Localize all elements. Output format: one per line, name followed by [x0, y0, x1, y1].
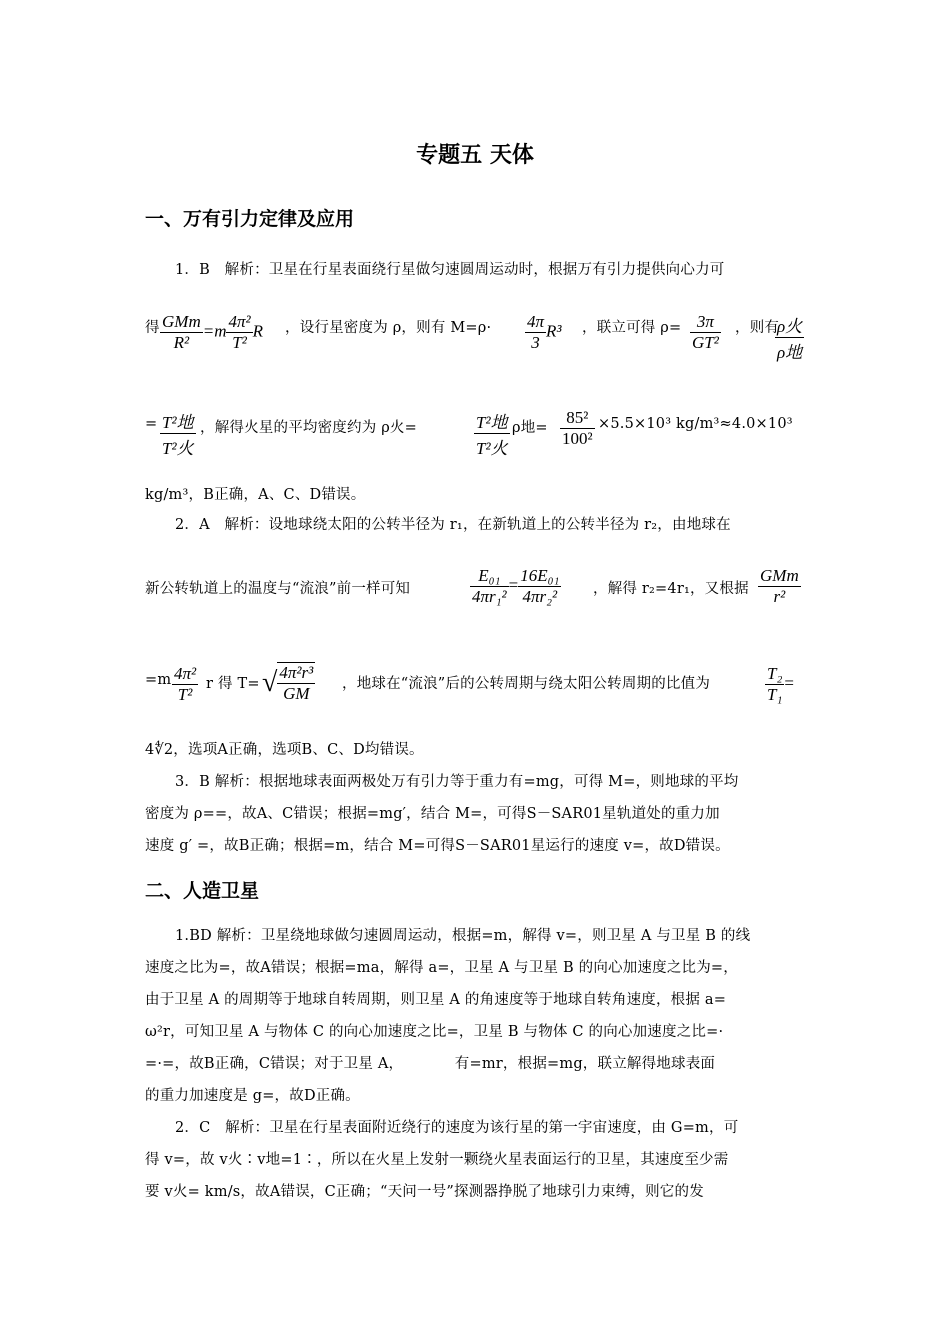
s2-q2-line-1: 2．C 解析：卫星在行星表面附近绕行的速度为该行星的第一宇宙速度，由 G=m，可: [175, 1120, 739, 1136]
var-r3: R³: [546, 321, 562, 341]
frac-den: 3: [531, 333, 540, 352]
q1-line-3c: ρ地=: [512, 420, 548, 436]
frac-den: ρ地: [777, 343, 803, 362]
q2-line-2b: ，解得 r₂=4r₁，又根据: [593, 581, 749, 597]
s2-q1-line-6: 的重力加速度是 g=，故D正确。: [145, 1088, 360, 1104]
formula-centripetal: [172, 664, 198, 705]
formula-density-ratio: [775, 312, 804, 363]
q2-line-4: 4∜2，选项A正确，选项B、C、D均错误。: [145, 742, 424, 758]
sqrt-icon: √: [262, 667, 278, 698]
formula-period-root: [262, 662, 315, 704]
q2-line-1: 2．A 解析：设地球绕太阳的公转半径为 r₁，在新轨道上的公转半径为 r₂，由地球在: [175, 517, 731, 533]
frac-num: 4π²: [174, 664, 197, 683]
formula-period-ratio: [160, 408, 196, 459]
frac-den: R²: [173, 333, 190, 352]
frac-num: GMm: [760, 566, 799, 585]
frac-den: T₁: [767, 685, 783, 704]
formula-85-100: [560, 408, 595, 449]
eq: =m: [202, 321, 227, 341]
frac-den: GM: [283, 684, 310, 703]
q3-line-1: 3．B 解析：根据地球表面两极处万有引力等于重力有=mg，可得 M=，则地球的平均: [175, 774, 739, 790]
q1-line-2b: ，设行星密度为 ρ，则有 M=ρ·: [285, 320, 492, 336]
var-r: R: [252, 321, 263, 341]
frac-num: 3π: [690, 312, 721, 333]
frac-den: T²火: [476, 439, 508, 458]
frac-num: 4π²r³: [279, 663, 314, 682]
q2-line-3b: r 得 T=: [206, 676, 260, 692]
frac-num: 4π²: [228, 312, 251, 331]
s2-q2-line-2: 得 v=，故 v火∶v地=1∶，所以在火星上发射一颗绕火星表面运行的卫星，其速度至少需: [145, 1152, 729, 1168]
q1-line-3a: =: [145, 416, 158, 432]
frac-num: T²地: [474, 408, 510, 434]
q1-line-2c: ，联立可得 ρ=: [582, 320, 682, 336]
section-heading-2: 二、人造卫星: [145, 880, 260, 902]
q2-line-2a: 新公转轨道上的温度与“流浪”前一样可知: [145, 581, 411, 597]
s2-q1-line-1: 1.BD 解析：卫星绕地球做匀速圆周运动，根据=m，解得 v=，则卫星 A 与卫星 B 的线: [175, 928, 751, 944]
frac-den: 4πr₁²: [472, 587, 507, 606]
frac-den: r²: [773, 587, 786, 606]
frac-den: 100²: [562, 429, 593, 448]
frac-den: T²: [177, 685, 193, 704]
page-title: 专题五 天体: [416, 143, 534, 168]
formula-gravity-r: [758, 566, 801, 607]
frac-num: 85²: [560, 408, 595, 429]
q2-line-3c: ，地球在“流浪”后的公转周期与绕太阳公转周期的比值为: [342, 676, 711, 692]
formula-density: [690, 312, 721, 353]
formula-volume: [525, 312, 562, 353]
frac-num: ρ火: [775, 312, 804, 338]
formula-t-ratio: [765, 664, 794, 705]
frac-num: E₀₁: [470, 566, 509, 587]
q1-line-3b: ，解得火星的平均密度约为 ρ火=: [200, 420, 417, 436]
frac-num: 4π: [527, 312, 545, 331]
q1-line-1: 1．B 解析：卫星在行星表面绕行星做匀速圆周运动时，根据万有引力提供向心力可: [175, 262, 725, 278]
s2-q1-line-3: 由于卫星 A 的周期等于地球自转周期，则卫星 A 的角速度等于地球自转角速度，根据 a=: [145, 992, 727, 1008]
eq: =: [784, 673, 794, 693]
s2-q1-line-5: =·=，故B正确，C错误；对于卫星 A， 有=mr，根据=mg，联立解得地球表面: [145, 1056, 716, 1072]
q1-line-4: kg/m³，B正确，A、C、D错误。: [145, 487, 366, 503]
formula-energy: [470, 566, 561, 607]
eq: =: [508, 575, 519, 595]
q1-line-3d: ×5.5×10³ kg/m³≈4.0×10³: [598, 416, 793, 432]
frac-den: T²火: [162, 439, 194, 458]
section-heading-1: 一、万有引力定律及应用: [145, 208, 355, 230]
text: 得: [145, 320, 160, 336]
s2-q1-line-4: ω²r，可知卫星 A 与物体 C 的向心加速度之比=，卫星 B 与物体 C 的向心加速度之比=·: [145, 1024, 724, 1040]
q3-line-3: 速度 g′ =，故B正确；根据=m，结合 M=可得S－SAR01星运行的速度 v=，故D错误。: [145, 838, 730, 854]
frac-num: T₂: [767, 664, 783, 683]
q3-line-2: 密度为 ρ==，故A、C错误；根据=mg′，结合 M=，可得S－SAR01星轨道处的重力加: [145, 806, 720, 822]
s2-q1-line-2: 速度之比为=，故A错误；根据=ma，解得 a=，卫星 A 与卫星 B 的向心加速度之比为=，: [145, 960, 738, 976]
q1-line-2d: ，则有: [735, 320, 780, 336]
frac-den: 4πr₂²: [522, 587, 558, 606]
frac-den: GT²: [692, 333, 719, 352]
frac-den: T²: [232, 333, 247, 352]
frac-num: T²地: [160, 408, 196, 434]
frac-num: 16E₀₁: [520, 566, 560, 585]
frac-num: GMm: [162, 312, 201, 331]
formula-gravity: [160, 312, 263, 353]
s2-q2-line-3: 要 v火= km/s，故A错误，C正确；“天问一号”探测器挣脱了地球引力束缚，则它的发: [145, 1184, 704, 1200]
formula-period-ratio-2: [474, 408, 510, 459]
q2-line-3a: =m: [145, 672, 172, 688]
